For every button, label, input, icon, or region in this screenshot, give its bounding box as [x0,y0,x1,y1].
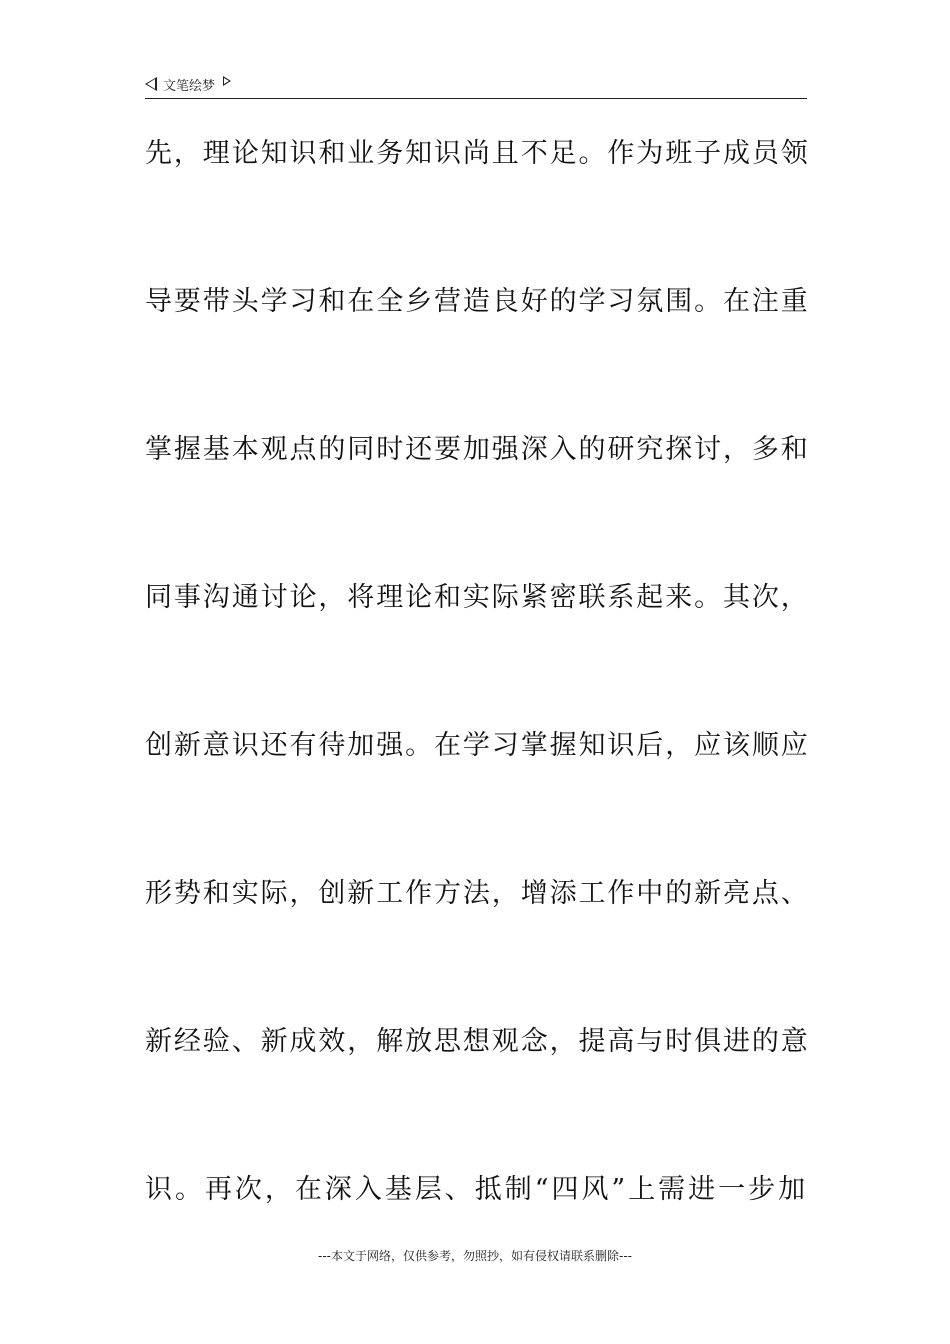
text-line: 同事沟通讨论，将理论和实际紧密联系起来。其次， [145,582,810,613]
header-bar [145,74,807,94]
triangle-left-icon [145,77,157,91]
text-line: 导要带头学习和在全乡营造良好的学习氛围。在注重 [145,286,810,317]
footer-notice: ---本文于网络，仅供参考，勿照抄，如有侵权请联系删除--- [318,1249,632,1263]
text-line: 识。再次，在深入基层、抵制“四风”上需进一步加 [145,1174,807,1205]
text-line: 先，理论知识和业务知识尚且不足。作为班子成员领 [145,138,810,169]
text-line: 创新意识还有待加强。在学习掌握知识后，应该顺应 [145,730,810,761]
page-header [145,74,807,99]
triangle-right-icon [223,76,231,86]
document-body [145,130,810,1314]
header-title: 文笔绘梦 [163,78,216,94]
text-line: 掌握基本观点的同时还要加强深入的研究探讨，多和 [145,434,810,465]
text-line: 形势和实际，创新工作方法，增添工作中的新亮点、 [145,878,810,909]
text-line: 新经验、新成效，解放思想观念，提高与时俱进的意 [145,1026,810,1057]
